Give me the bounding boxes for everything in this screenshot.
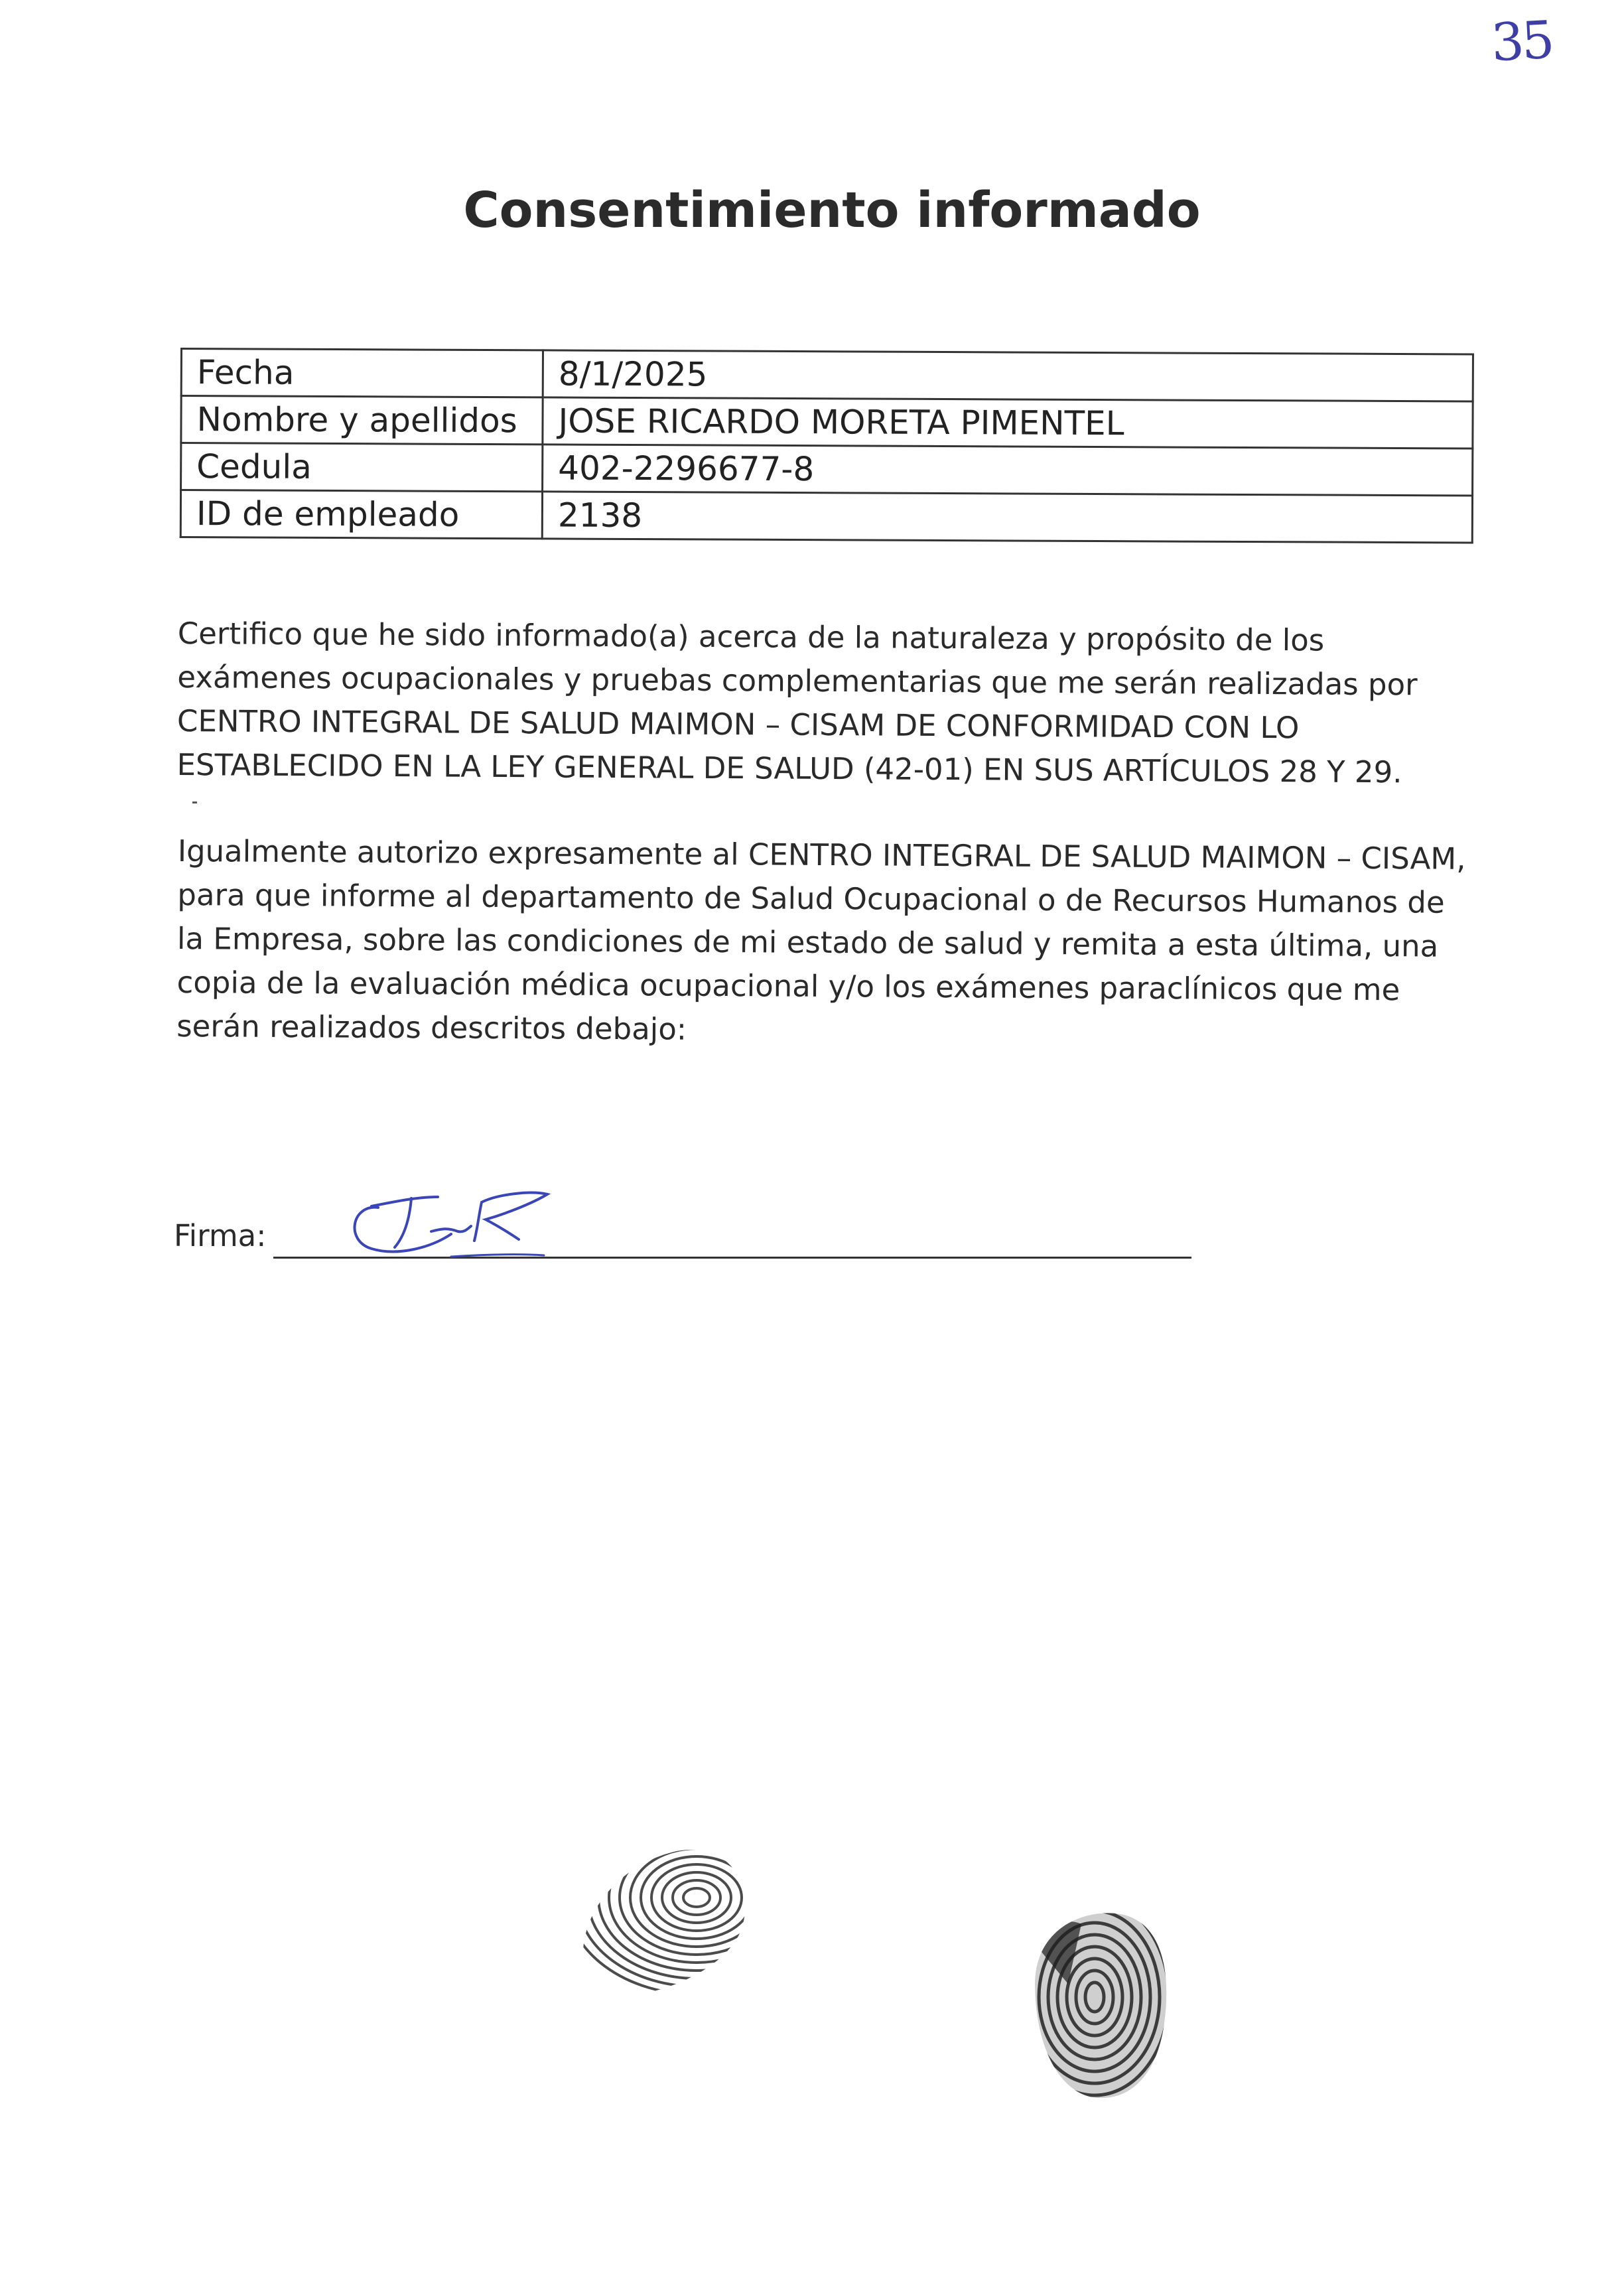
row-value: 2138 (542, 492, 1472, 543)
document-title: Consentimiento informado (463, 182, 1201, 239)
row-label: Cedula (181, 443, 543, 492)
handwritten-signature (332, 1168, 557, 1267)
consent-paragraph: Certifico que he sido informado(a) acerca de la naturaleza y propósito de los exámenes ocupacionales y pruebas complementarias que me serán realizadas por CENTRO INTEGRAL DE SALUD MAIMON – CISAM DE CONFORMIDAD CON LO ESTABLECIDO EN LA LEY GENERAL DE SALUD (42-01) EN SUS ARTÍCULOS 28 Y 29. (176, 615, 1418, 790)
table-row (181, 443, 1473, 496)
row-value: JOSE RICARDO MORETA PIMENTEL (543, 397, 1473, 449)
authorization-paragraph: Igualmente autorizo expresamente al CENTRO INTEGRAL DE SALUD MAIMON – CISAM, para que informe al departamento de Salud Ocupacional o de Recursos Humanos de la Empresa, sobre las condiciones de mi estado de salud y remita a esta última, una copia de la evaluación médica ocupacional y/o los exámenes paraclínicos que me serán realizados descritos debajo: (176, 833, 1466, 1047)
page-number: 35 (1489, 10, 1554, 74)
row-label: ID de empleado (180, 490, 542, 539)
table-row (181, 349, 1473, 401)
row-value: 402-2296677-8 (543, 445, 1473, 496)
info-table (180, 348, 1474, 544)
row-value: 8/1/2025 (543, 350, 1473, 401)
stray-mark (192, 801, 197, 803)
fingerprint-left (564, 1838, 756, 2004)
table-row (181, 396, 1473, 449)
fingerprint-right (1022, 1904, 1174, 2103)
row-label: Nombre y apellidos (181, 396, 543, 445)
row-label: Fecha (181, 349, 543, 397)
signature-label: Firma: (174, 1218, 267, 1253)
table-row (180, 490, 1472, 543)
